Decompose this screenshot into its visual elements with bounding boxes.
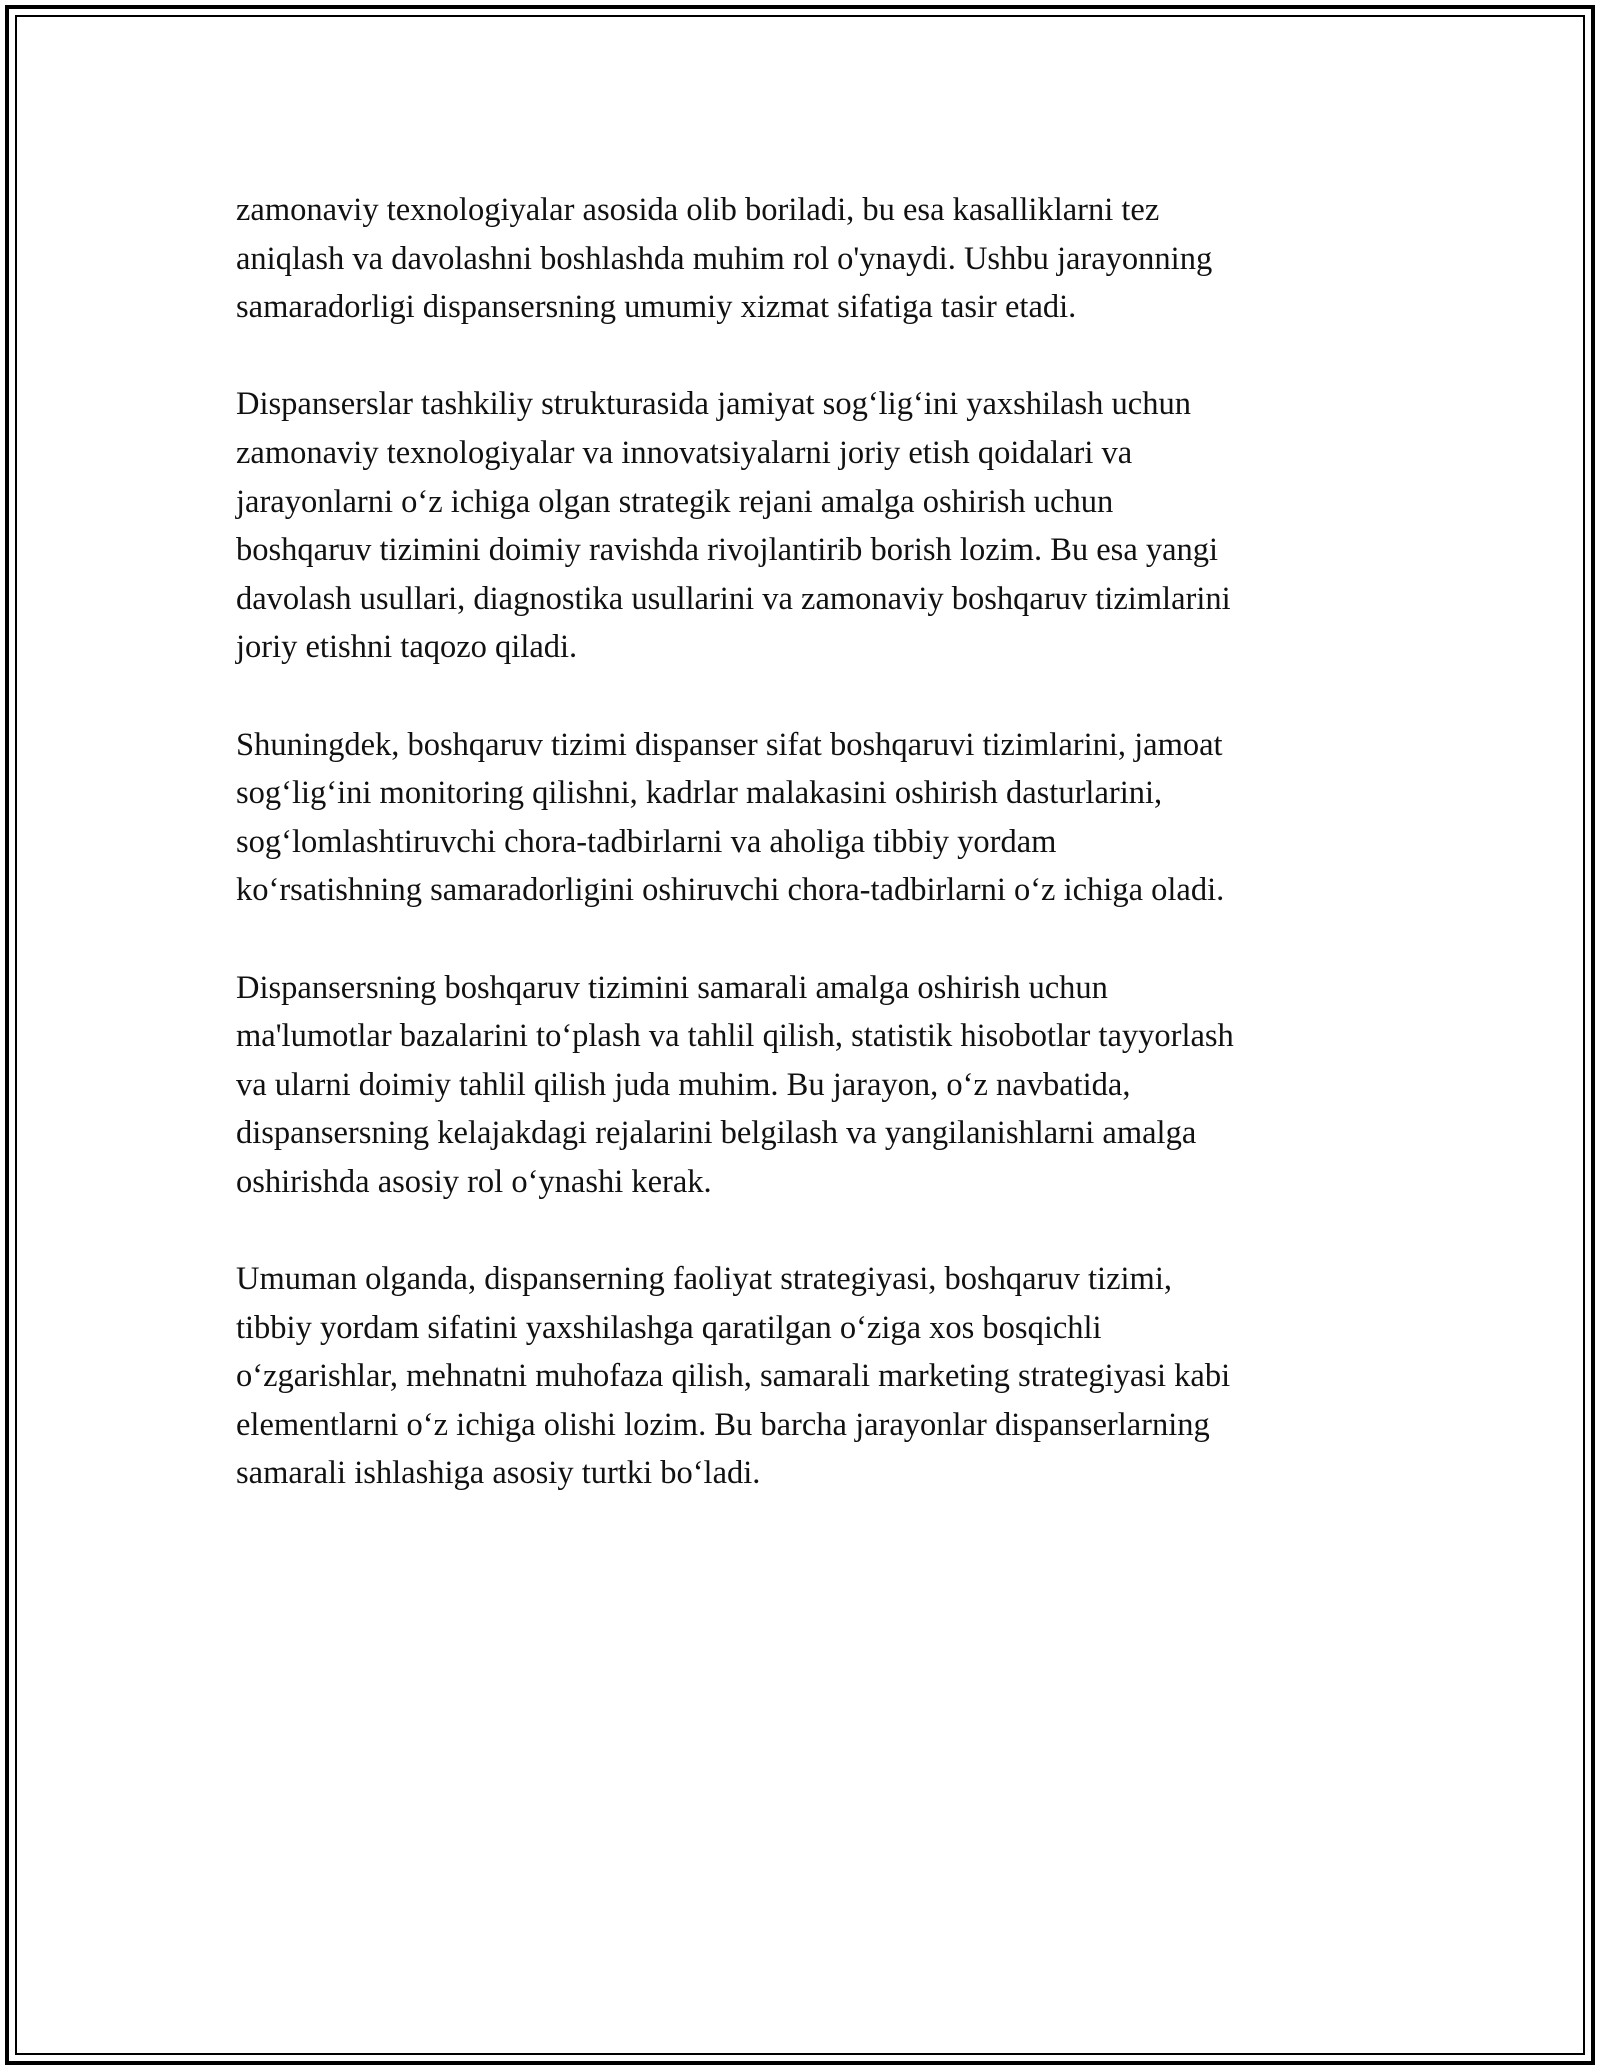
text-line: joriy etishni taqozo qiladi. (236, 629, 578, 666)
text-line: va ularni doimiy tahlil qilish juda muhim. Bu jarayon, o‘z navbatida, (236, 1066, 1131, 1103)
paragraph-3 (236, 721, 1386, 915)
paragraph-5 (236, 1255, 1386, 1498)
text-line: jarayonlarni o‘z ichiga olgan strategik rejani amalga oshirish uchun (236, 483, 1114, 520)
text-line: dispansersning kelajakdagi rejalarini belgilash va yangilanishlarni amalga (236, 1115, 1197, 1152)
text-line: sog‘lomlashtiruvchi chora-tadbirlarni va aholiga tibbiy yordam (236, 823, 1057, 860)
text-line: o‘zgarishlar, mehnatni muhofaza qilish, samarali marketing strategiyasi kabi (236, 1358, 1231, 1395)
text-line: tibbiy yordam sifatini yaxshilashga qaratilgan o‘ziga xos bosqichli (236, 1309, 1102, 1346)
text-line: elementlarni o‘z ichiga olishi lozim. Bu barcha jarayonlar dispanserlarning (236, 1406, 1210, 1443)
text-line: Dispansersning boshqaruv tizimini samarali amalga oshirish uchun (236, 969, 1108, 1006)
text-line: Umuman olganda, dispanserning faoliyat strategiyasi, boshqaruv tizimi, (236, 1261, 1172, 1298)
text-line: boshqaruv tizimini doimiy ravishda rivojlantirib borish lozim. Bu esa yangi (236, 532, 1219, 569)
text-line: ko‘rsatishning samaradorligini oshiruvchi chora-tadbirlarni o‘z ichiga oladi. (236, 872, 1225, 909)
text-line: Shuningdek, boshqaruv tizimi dispanser sifat boshqaruvi tizimlarini, jamoat (236, 726, 1223, 763)
text-line: sog‘lig‘ini monitoring qilishni, kadrlar malakasini oshirish dasturlarini, (236, 775, 1163, 812)
text-line: samaradorligi dispansersning umumiy xizmat sifatiga tasir etadi. (236, 289, 1077, 326)
text-line: Dispanserslar tashkiliy strukturasida jamiyat sog‘lig‘ini yaxshilash uchun (236, 386, 1191, 423)
paragraph-1 (236, 186, 1386, 332)
text-line: ma'lumotlar bazalarini to‘plash va tahlil qilish, statistik hisobotlar tayyorlash (236, 1018, 1234, 1055)
document-body (236, 186, 1386, 1547)
text-line: zamonaviy texnologiyalar asosida olib boriladi, bu esa kasalliklarni tez (236, 192, 1160, 228)
text-line: oshirishda asosiy rol o‘ynashi kerak. (236, 1163, 712, 1200)
text-line: davolash usullari, diagnostika usullarini va zamonaviy boshqaruv tizimlarini (236, 580, 1231, 617)
paragraph-4 (236, 964, 1386, 1207)
text-line: samarali ishlashiga asosiy turtki bo‘ladi. (236, 1455, 761, 1492)
text-line: zamonaviy texnologiyalar va innovatsiyalarni joriy etish qoidalari va (236, 434, 1133, 471)
paragraph-2 (236, 380, 1386, 672)
text-line: aniqlash va davolashni boshlashda muhim rol o'ynaydi. Ushbu jarayonning (236, 240, 1213, 277)
